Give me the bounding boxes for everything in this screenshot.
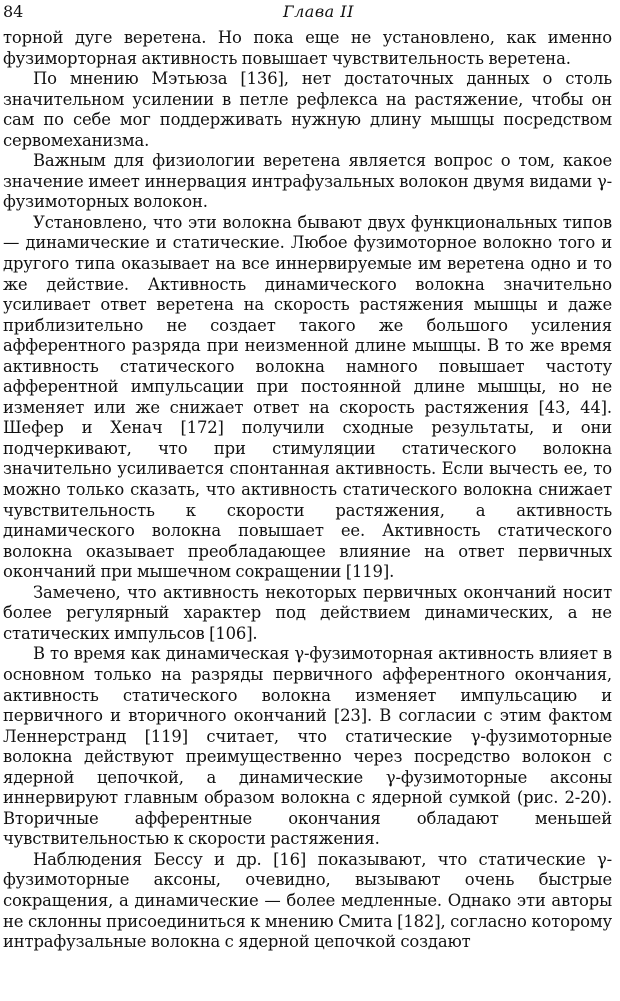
body-text <box>3 28 612 953</box>
paragraph: Важным для физиологии веретена является вопрос о том, какое значение имеет иннервация интрафузальных волокон двумя видами γ-фузимоторных волокон. <box>3 151 612 212</box>
running-head: Глава II <box>283 2 354 21</box>
paragraph: Замечено, что активность некоторых первичных окончаний носит более регулярный характер под действием динамических, а не статических импульсов [106]. <box>3 582 612 643</box>
paragraph: Наблюдения Бессу и др. [16] показывают, что статические γ-фузимоторные аксоны, очевидно, вызывают очень быстрые сокращения, а динамические — более медленные. Однако эти авторы не склонны присоединиться к мнению Смита [182], согласно которому интрафузальные волокна с ядерной цепочкой создают <box>3 849 612 952</box>
paragraph: Установлено, что эти волокна бывают двух функциональных типов — динамические и статические. Любое фузимоторное волокно того и другого типа оказывает на все иннервируемые им веретена одно и то же действие. Активность динамического волокна значительно усиливает ответ веретена на скорость растяжения мышцы и даже приблизительно не создает такого же большого усиления афферентного разряда при неизменной длине мышцы. В то же время активность статического волокна намного повышает частоту афферентной импульсации при постоянной длине мышцы, но не изменяет или же снижает ответ на скорость растяжения [43, 44]. Шефер и Хенач [172] получили сходные результаты, и они подчеркивают, что при стимуляции статического волокна значительно усиливается спонтанная активность. Если вычесть ее, то можно только сказать, что активность статического волокна снижает чувствительность к скорости растяжения, а активность динамического волокна повышает ее. Активность статического волокна оказывает преобладающее влияние на ответ первичных окончаний при мышечном сокращении [119]. <box>3 212 612 582</box>
paragraph: По мнению Мэтьюза [136], нет достаточных данных о столь значительном усилении в петле рефлекса на растяжение, чтобы он сам по себе мог поддерживать нужную длину мышцы посредством сервомеханизма. <box>3 69 612 150</box>
paragraph: В то время как динамическая γ-фузимоторная активность влияет в основном только на разряды первичного афферентного окончания, активность статического волокна изменяет импульсацию и первичного и вторичного окончаний [23]. В согласии с этим фактом Леннерстранд [119] считает, что статические γ-фузимоторные волокна действуют преимущественно через посредство волокон с ядерной цепочкой, а динамические γ-фузимоторные аксоны иннервируют главным образом волокна с ядерной сумкой (рис. 2-20). Вторичные афферентные окончания обладают меньшей чувствительностью к скорости растяжения. <box>3 644 612 849</box>
page-header <box>3 0 612 28</box>
page-number: 84 <box>3 2 24 21</box>
paragraph-continuation: торной дуге веретена. Но пока еще не установлено, как именно фузиморторная активность повышает чувствительность веретена. <box>3 28 612 68</box>
